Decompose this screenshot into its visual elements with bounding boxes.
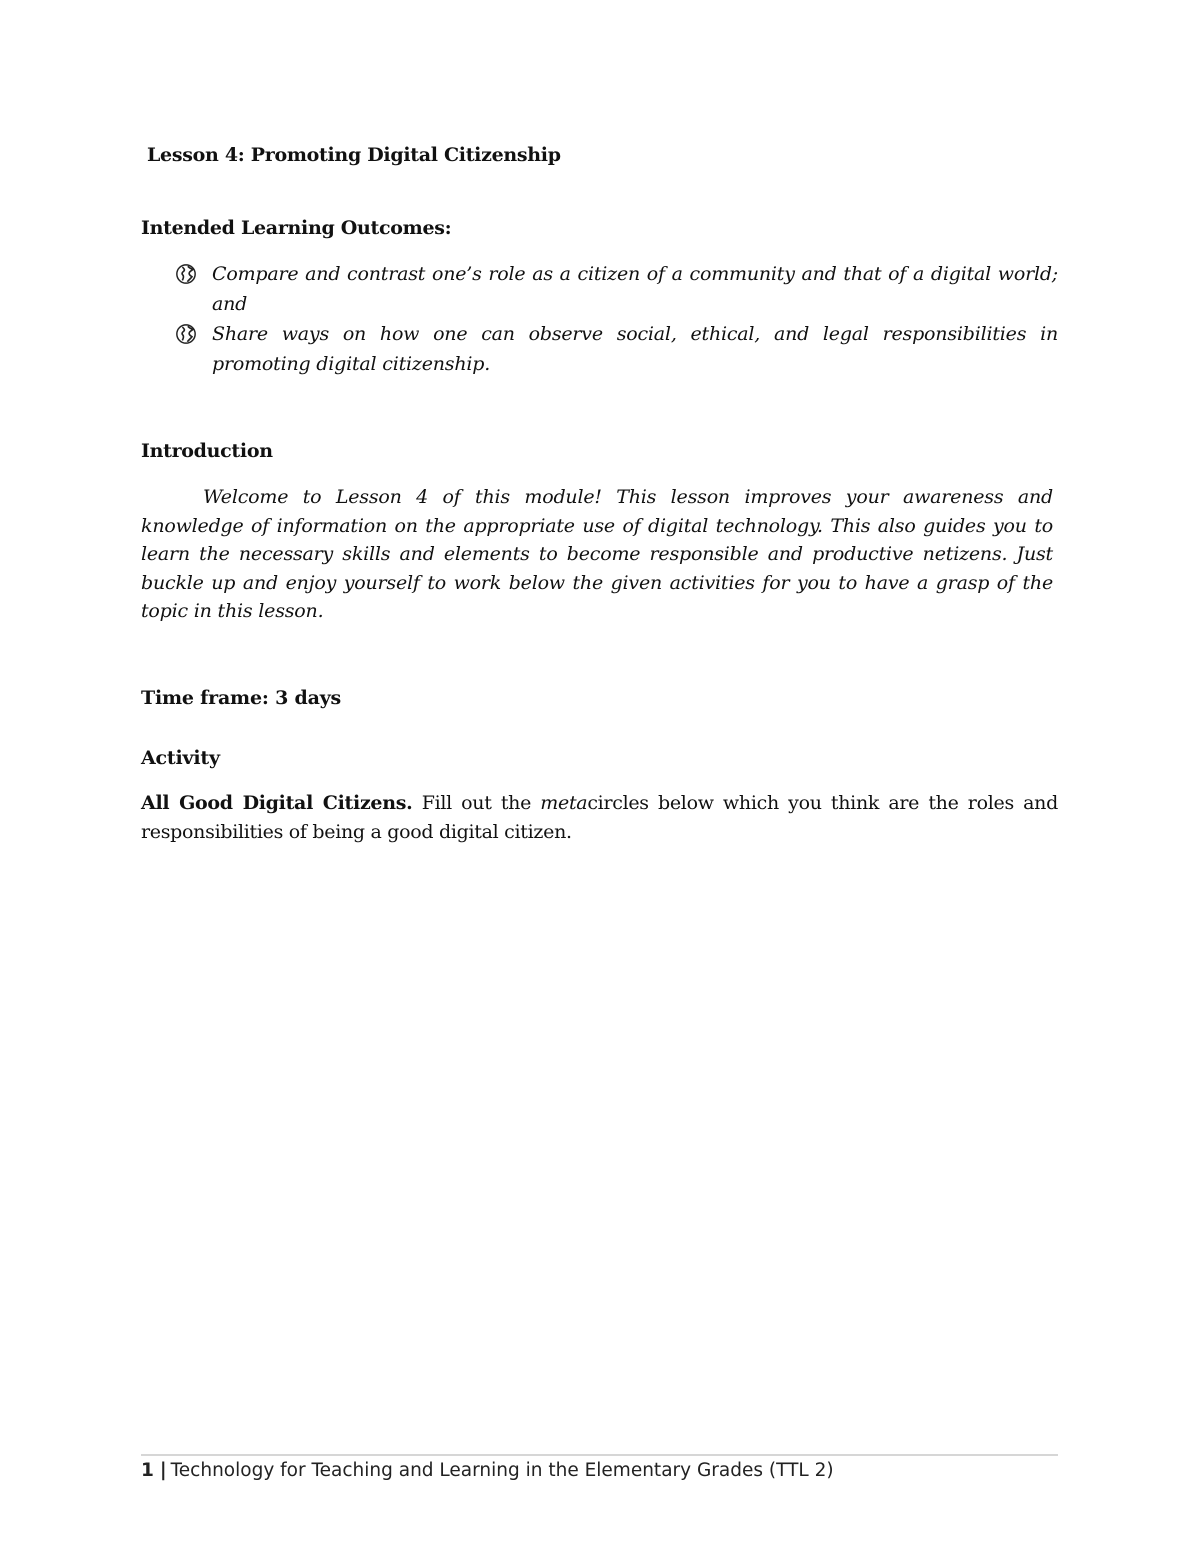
outcome-text: Share ways on how one can observe social, ethical, and legal responsibilities in promoting digital citizenship. xyxy=(212,323,1058,375)
globe-icon xyxy=(175,323,197,345)
page-footer xyxy=(141,1460,834,1481)
page-number: 1 xyxy=(141,1460,154,1481)
footer-divider xyxy=(141,1454,1058,1456)
globe-icon xyxy=(175,263,197,285)
activity-text-before: Fill out the xyxy=(412,792,541,814)
activity-title: All Good Digital Citizens. xyxy=(141,792,413,814)
course-title: Technology for Teaching and Learning in the Elementary Grades (TTL 2) xyxy=(170,1460,834,1481)
introduction-heading: Introduction xyxy=(141,440,273,462)
lesson-title: Lesson 4: Promoting Digital Citizenship xyxy=(147,144,561,166)
activity-heading: Activity xyxy=(141,747,220,769)
time-frame: Time frame: 3 days xyxy=(141,687,342,709)
activity-emphasis: meta xyxy=(540,792,588,814)
introduction-paragraph: Welcome to Lesson 4 of this module! This lesson improves your awareness and knowledge of information on the appropriate use of digital technology. This also guides you to learn the necessary skills and elements to become responsible and productive netizens. Just buckle up and enjoy yourself to work below the given activities for you to have a grasp of the topic in this lesson. xyxy=(141,486,1053,622)
outcome-text: Compare and contrast one’s role as a citizen of a community and that of a digital world; and xyxy=(212,263,1058,315)
outcome-item xyxy=(141,259,1058,319)
activity-text-after: circles below which you think are the roles and responsibilities of being a good digital citizen. xyxy=(141,792,1058,843)
learning-outcomes-list xyxy=(141,259,1058,379)
outcome-item xyxy=(141,319,1058,379)
learning-outcomes-heading: Intended Learning Outcomes: xyxy=(141,217,452,239)
footer-separator: | xyxy=(159,1460,167,1481)
activity-instructions xyxy=(141,789,1058,847)
